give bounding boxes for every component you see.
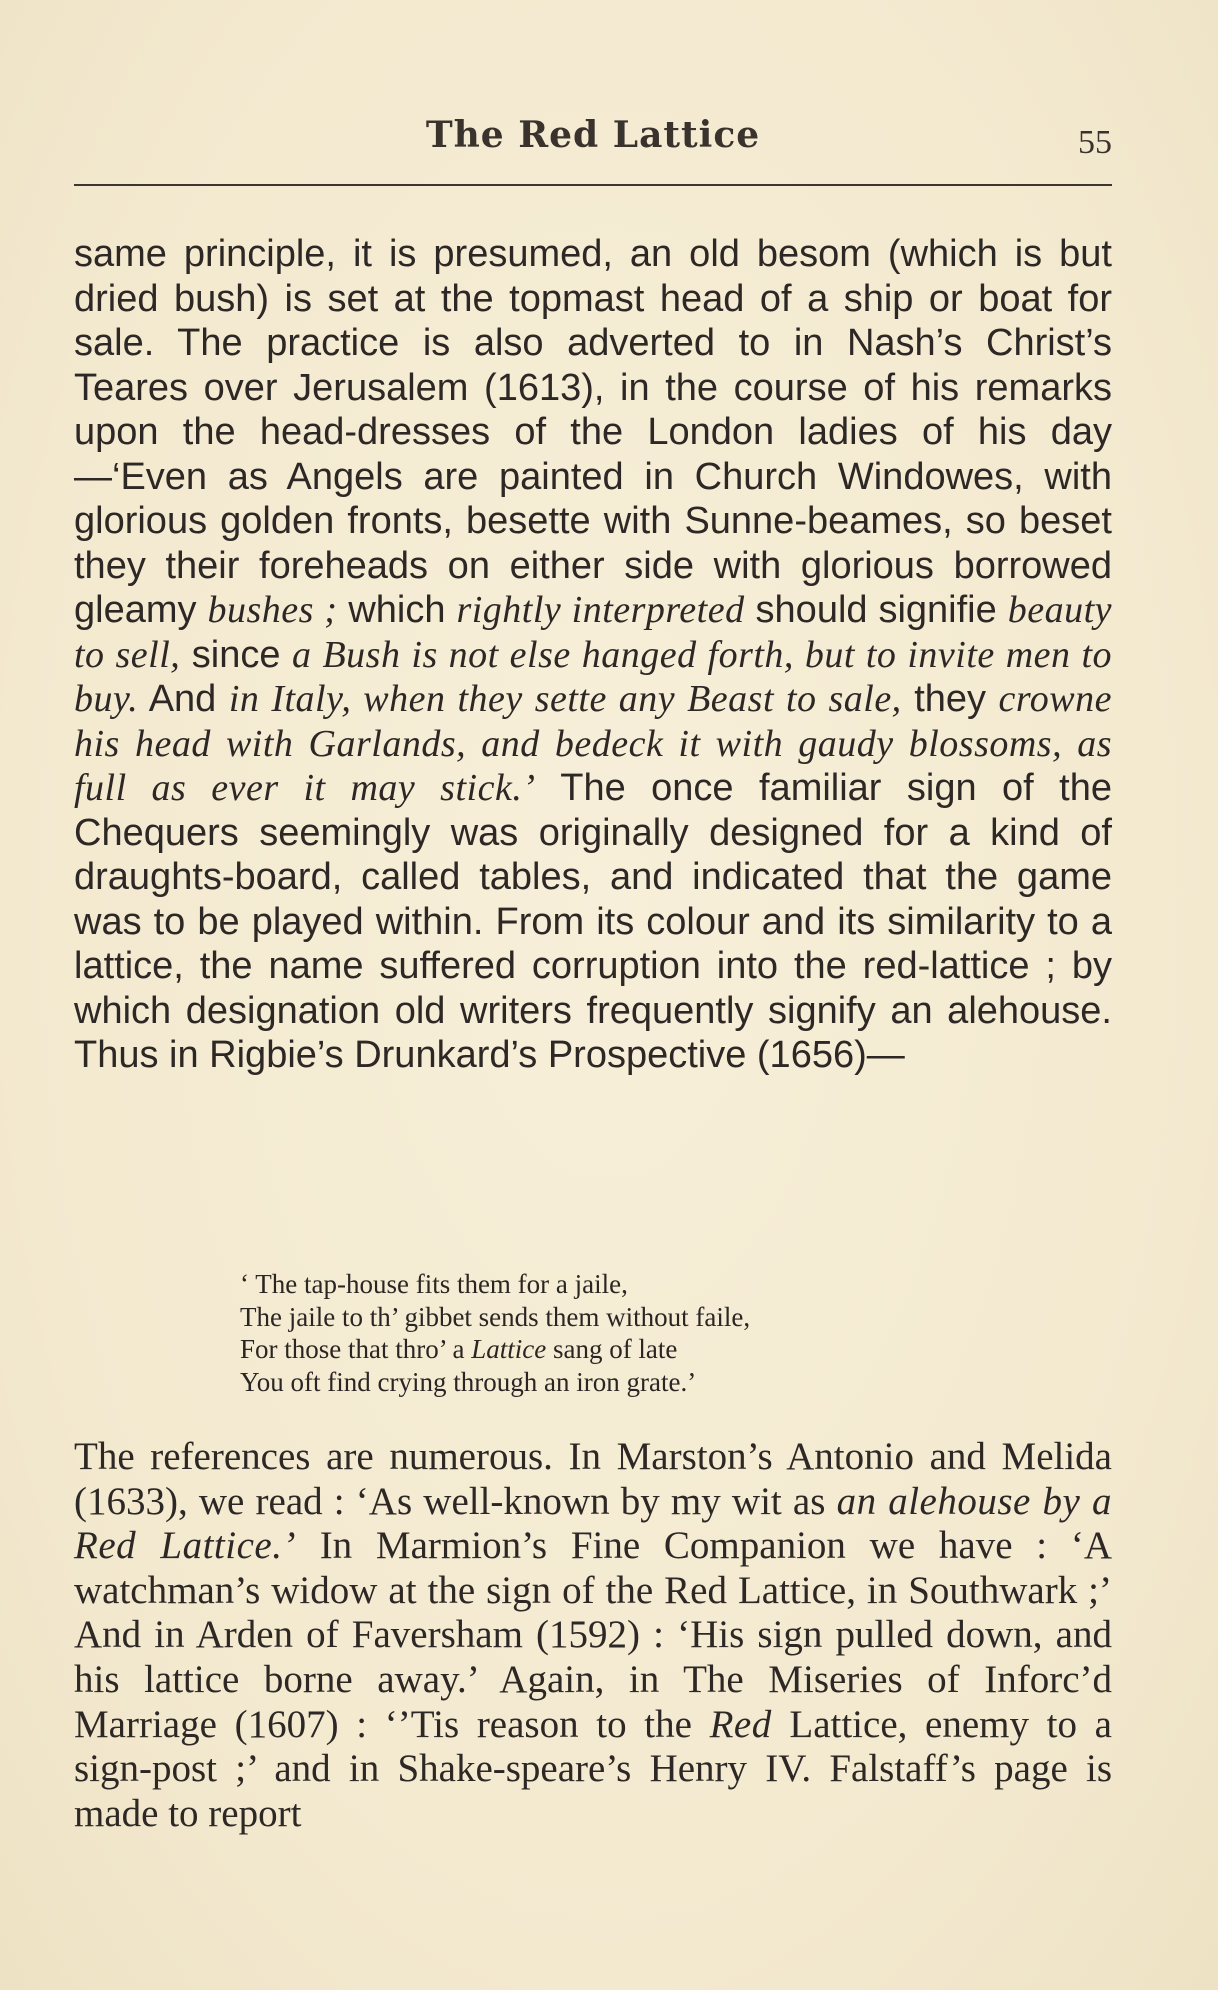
italic-run: in Italy, when they sette any Beast to sale, [228,678,902,720]
verse-line-4: You oft find crying through an iron grate.’ [240,1366,697,1397]
text-run: The once familiar sign of the Chequers seemingly was originally designed for a kind of draughts-board, called tables, and indicated that the game was to be played within. From its colour and its similarity to a lattice, the name suffered corruption into the red-lattice ; by which designation old writers frequently signify an alehouse. Thus in Rigbie’s Drunkard’s Prospective (1656)— [74,767,1113,1076]
italic-run: rightly interpreted [456,589,745,631]
verse-italic: Lattice [471,1334,547,1364]
text-run: since [180,633,292,676]
italic-run: bushes ; [207,589,338,631]
paragraph-2 [74,1435,1112,1836]
text-run: And [138,678,229,720]
verse-line-3 [240,1333,750,1366]
paragraph-1 [74,232,1112,1078]
text-run: Lattice, enemy to a sign-post ;’ and in Shake-speare’s Henry IV. Falstaff’s page is made to report [74,1702,1112,1835]
header-rule [74,184,1112,186]
text-run: which [337,589,457,631]
text-run: The references are numerous. In Marston’s Antonio and Melida (1633), we read : ‘As well-known by my wit as [74,1435,1112,1523]
italic-run: Red [709,1702,772,1746]
text-run: In Marmion’s Fine Companion we have : ‘A watchman’s widow at the sign of the Red Lattice, in Southwark ;’ And in Arden of Faversham (1592) : ‘His sign pulled down, and his lattice borne away.’ Again, in The Miseries of Inforc’d Marriage (1607) : ‘’Tis reason to the [74,1524,1112,1746]
text-run: should signifie [744,589,1008,631]
verse-line-2: The jaile to th’ gibbet sends them without faile, [240,1301,751,1332]
running-head [74,114,1112,174]
page-number: 55 [1078,124,1112,161]
italic-run: beauty to sell, [74,589,1112,676]
italic-run: crowne his head with Garlands, and bedeck it with gaudy blossoms, as full as ever it may stick.’ [74,678,1112,809]
italic-run: a Bush is not else hanged forth, but to invite men to buy. [74,633,1113,720]
verse-line-1: ‘ The tap-house fits them for a jaile, [240,1269,628,1299]
italic-run: an alehouse by a Red Lattice.’ [74,1479,1112,1568]
verse-text: For those that thro’ a [240,1334,472,1364]
verse-quotation [240,1268,750,1398]
text-run: they [901,678,999,720]
verse-text: sang of late [546,1334,678,1364]
running-title: The Red Lattice [425,114,761,156]
text-run: same principle, it is presumed, an old besom (which is but dried bush) is set at the topmast head of a ship or boat for sale. The practice is also adverted to in Nash’s Christ’s Teares over Jerusalem (1613), in the course of his remarks upon the head-dresses of the London ladies of his day—‘Even as Angels are painted in Church Windowes, with glorious golden fronts, besette with Sunne-beames, so beset they their foreheads on either side with glorious borrowed gleamy [74,233,1112,631]
